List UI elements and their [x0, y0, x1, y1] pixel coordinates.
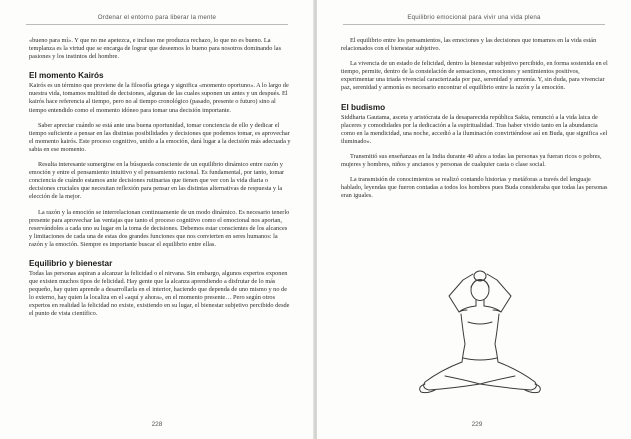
meditating-woman-icon [405, 266, 555, 416]
running-head-right: Equilibrio emocional para vivir una vida plena [343, 14, 605, 25]
running-head-left: Ordenar el entorno para liberar la mente [26, 14, 288, 25]
paragraph: La transmisión de conocimientos se realizó contando historias y metáforas a través del lenguaje hablado, leyendas que fueron contadas a todos los hombres pues Buda consideraba que todas las personas eran iguales. [341, 176, 608, 200]
section-heading-equilibrio: Equilibrio y bienestar [29, 258, 113, 268]
paragraph: La vivencia de un estado de felicidad, dentro la bienestar subjetivo percibido, en forma sostenida en el tiempo, permite, dentro de la constelación de sensaciones, emociones y sentimientos positivos, experimentar una triada vivencial caracterizada por paz, serenidad y armonía. Y, sin duda, para vivenciar paz, serenidad y armonía es necesario encontrar el equilibrio entre la razón y la emoción. [341, 60, 608, 92]
paragraph: Siddharta Gautama, asceta y aristócrata de la desaparecida república Sakia, renunció a la vida laica de placeres y comodidades por la dedicación a la espiritualidad. Tras haber vivido tanto en la abundancia como en la mendicidad, una noche, accedió a la iluminación convirtiéndose así en Buda, que significa «el iluminado». [341, 113, 608, 145]
paragraph: Transmitió sus enseñanzas en la India durante 40 años a todas las personas ya fueran ricos o pobres, mujeres y hombres, niños y ancianos y personas de cualquier casta o clase social. [341, 152, 602, 169]
page-number-right: 229 [471, 421, 483, 428]
section-heading-budismo: El budismo [341, 102, 386, 112]
section-heading-kairos: El momento Kairós [29, 71, 104, 81]
paragraph: Saber apreciar cuándo se está ante una buena oportunidad, tomar conciencia de ello y dedicar el tiempo suficiente a pensar en las distintas posibilidades y decisiones que podemos tomar, es aprovechar el momento kairós. Este proceso cognitivo, unido a la emoción, dará lugar a la decisión más adecuada y sabia en ese momento. [29, 121, 291, 153]
paragraph: Todas las personas aspiran a alcanzar la felicidad o el nirvana. Sin embargo, algunos expertos exponen que existen muchos tipos de felicidad. Hay gente que la alcanza aprendiendo a disfrutar de lo más pequeño, hay quien aprende a desarrollarla en el interior, haciendo que dependa de uno mismo y no de lo externo, hay quien la localiza en el «aquí y ahora», en el momento presente… Pero según otros expertos en realidad la felicidad no existe, existiendo en su lugar, el bienestar subjetivo percibido desde el punto de vista científico. [29, 269, 290, 318]
left-page [0, 0, 314, 439]
paragraph: Resulta interesante sumergirse en la búsqueda consciente de un equilibrio dinámico entre razón y emoción y entre el pensamiento intuitivo y el pensamiento racional. Es fundamental, por tanto, tomar conciencia de cuándo estamos ante decisiones rutinarias que tienen que ver con la vida diaria o decisiones cruciales que necesitan reflexión para pensar en las distintas alternativas de respuesta y la elección de la mejor. [29, 161, 285, 201]
paragraph: El equilibrio entre los pensamientos, las emociones y las decisiones que tomamos en la vida están relacionados con el bienestar subjetivo. [341, 37, 597, 53]
left-page-body [29, 37, 291, 326]
right-page-body [341, 37, 609, 207]
paragraph: La razón y la emoción se interrelacionan continuamente de un modo dinámico. Es necesario tenerlo presente para aprovechar las ventajas que tanto el proceso cognitivo como el emocional nos aportan, reservándoles a cada uno su lugar en la toma de decisiones. Debemos estar conscientes de los alcances y limitaciones de cada una de estas dos grandes funciones que nos convierten en seres humanos: la razón y la emoción. Siempre es importante buscar el equilibrio entre ellas. [29, 208, 290, 248]
right-page [317, 0, 631, 439]
page-number-left: 228 [151, 421, 163, 428]
paragraph: Kairós es un término que proviene de la filosofía griega y significa «momento oportuno». A lo largo de nuestra vida, tomamos multitud de decisiones, algunas de las cuales suponen un antes y un después. El kairós hace referencia al tiempo, pero no al tiempo cronológico (pasado, presente o futuro) sino al tiempo entendido como el momento idóneo para tomar una decisión importante. [29, 82, 289, 114]
paragraph: «bueno para mí». Y que no me apetezca, e incluso me produzca rechazo, lo que no es bueno. La templanza es la virtud que se encarga de lograr que deseemos lo bueno para nosotros dominando las pasiones y los instintos del hombre. [29, 37, 282, 61]
